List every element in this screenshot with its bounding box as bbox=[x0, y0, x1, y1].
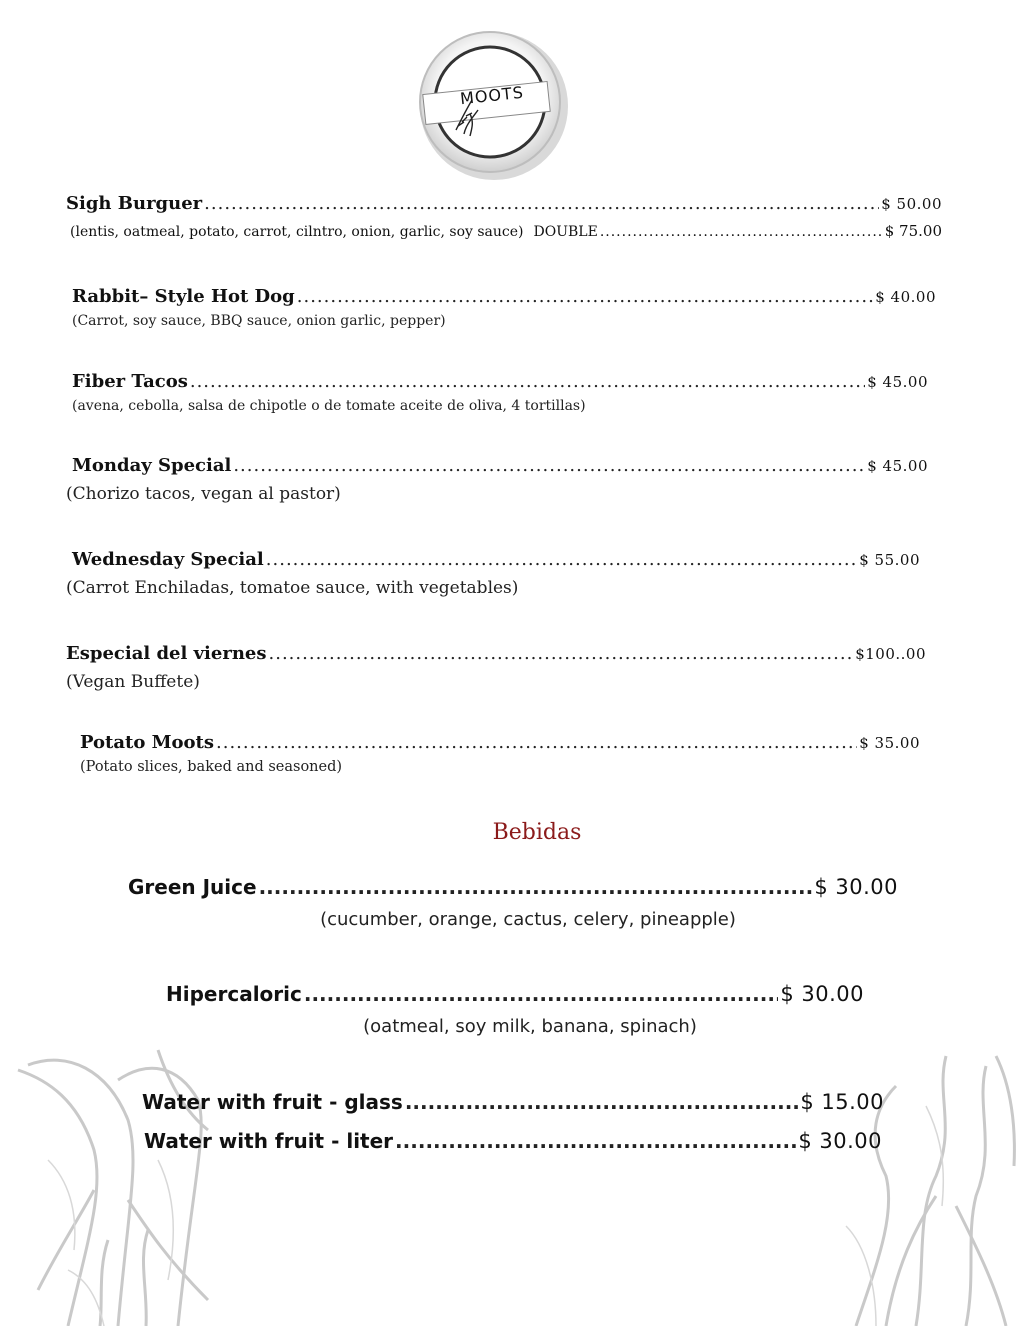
menu-item bbox=[66, 549, 920, 598]
dot-leader bbox=[600, 224, 883, 240]
item-description: (lentis, oatmeal, potato, carrot, cilntro, onion, garlic, soy sauce) bbox=[70, 224, 524, 240]
drink-price: $ 30.00 bbox=[814, 875, 898, 899]
drinks-section-title: Bebidas bbox=[492, 820, 582, 845]
drink-name: Water with fruit - liter bbox=[144, 1129, 394, 1153]
item-description: (Vegan Buffete) bbox=[66, 672, 200, 692]
item-description: (Chorizo tacos, vegan al pastor) bbox=[66, 484, 341, 504]
dot-leader bbox=[233, 455, 865, 476]
item-price: $ 35.00 bbox=[859, 734, 920, 752]
item-description: (avena, cebolla, salsa de chipotle o de tomate aceite de oliva, 4 tortillas) bbox=[72, 398, 586, 414]
drink-price: $ 30.00 bbox=[780, 982, 864, 1006]
branch-right-decoration-icon bbox=[816, 1046, 1022, 1326]
drink-price: $ 30.00 bbox=[798, 1129, 882, 1153]
item-description: (Carrot, soy sauce, BBQ sauce, onion garlic, pepper) bbox=[72, 313, 446, 329]
dot-leader bbox=[297, 286, 873, 307]
item-name: Especial del viernes bbox=[66, 643, 267, 664]
drink-item bbox=[144, 1129, 882, 1153]
dot-leader bbox=[259, 875, 813, 899]
dot-leader bbox=[266, 549, 857, 570]
double-price: $ 75.00 bbox=[884, 222, 942, 240]
dot-leader bbox=[269, 643, 854, 664]
drink-item bbox=[128, 875, 898, 930]
item-price: $ 55.00 bbox=[859, 551, 920, 569]
item-description: (Potato slices, baked and seasoned) bbox=[80, 759, 343, 775]
dot-leader bbox=[405, 1090, 799, 1114]
item-price: $ 45.00 bbox=[867, 457, 928, 475]
menu-item bbox=[66, 455, 928, 504]
drink-item bbox=[142, 1090, 884, 1114]
item-name: Fiber Tacos bbox=[72, 371, 188, 392]
logo-text: MOOTS bbox=[459, 82, 525, 109]
drink-description: (oatmeal, soy milk, banana, spinach) bbox=[363, 1016, 697, 1037]
item-price: $ 45.00 bbox=[867, 373, 928, 391]
item-name: Potato Moots bbox=[80, 732, 215, 753]
drink-price: $ 15.00 bbox=[800, 1090, 884, 1114]
drink-item bbox=[166, 982, 864, 1037]
branch-left-decoration-icon bbox=[8, 1040, 238, 1326]
dot-leader bbox=[304, 982, 778, 1006]
menu-item bbox=[72, 286, 936, 329]
moots-logo bbox=[414, 30, 572, 180]
item-name: Monday Special bbox=[72, 455, 232, 476]
item-price: $100..00 bbox=[855, 645, 926, 663]
drink-name: Green Juice bbox=[128, 875, 257, 899]
double-label: DOUBLE bbox=[533, 224, 598, 240]
drink-name: Water with fruit - glass bbox=[142, 1090, 403, 1114]
drink-name: Hipercaloric bbox=[166, 982, 302, 1006]
menu-item bbox=[66, 643, 926, 692]
item-price: $ 50.00 bbox=[881, 195, 942, 213]
item-name: Rabbit– Style Hot Dog bbox=[72, 286, 295, 307]
menu-item bbox=[66, 193, 942, 240]
dot-leader bbox=[395, 1129, 796, 1153]
menu-item bbox=[80, 732, 920, 775]
menu-item bbox=[72, 371, 928, 414]
dot-leader bbox=[204, 193, 879, 214]
logo-circle-icon bbox=[414, 30, 572, 180]
item-price: $ 40.00 bbox=[875, 288, 936, 306]
dot-leader bbox=[190, 371, 865, 392]
drink-description: (cucumber, orange, cactus, celery, pineapple) bbox=[320, 909, 736, 930]
dot-leader bbox=[216, 732, 857, 753]
item-name: Sigh Burguer bbox=[66, 193, 203, 214]
item-description: (Carrot Enchiladas, tomatoe sauce, with vegetables) bbox=[66, 578, 519, 598]
item-name: Wednesday Special bbox=[72, 549, 264, 570]
